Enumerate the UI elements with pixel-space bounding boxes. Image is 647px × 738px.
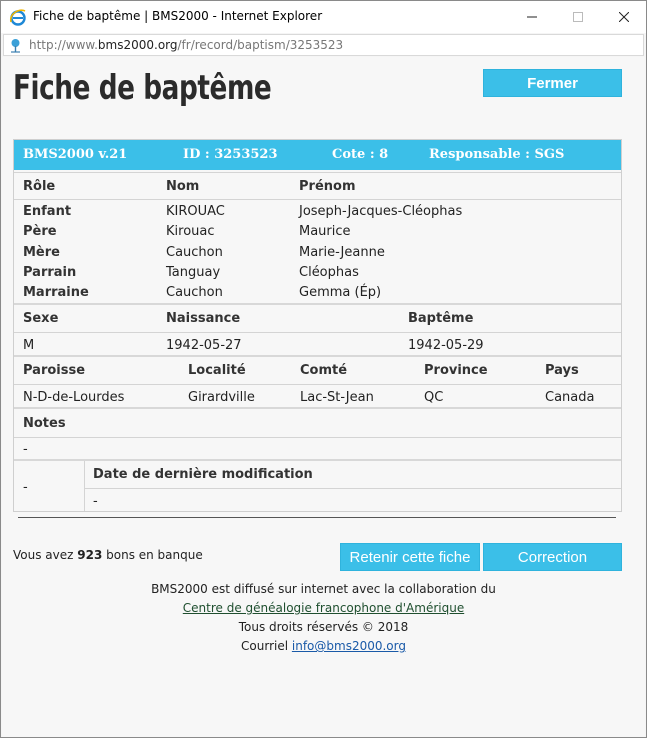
url-prefix: http://www. <box>29 38 98 52</box>
person-role: Parrain <box>23 265 77 280</box>
record-id: ID : 3253523 <box>183 147 278 162</box>
url-text <box>29 38 343 52</box>
record-cote: Cote : 8 <box>332 147 389 162</box>
record-version: BMS2000 v.21 <box>23 147 128 162</box>
person-nom: Kirouac <box>166 224 215 239</box>
retenir-button[interactable]: Retenir cette fiche <box>340 543 480 571</box>
minimize-icon <box>527 12 537 22</box>
correction-button[interactable]: Correction <box>483 543 622 571</box>
dates-header-row <box>14 305 621 333</box>
col-localite: Localité <box>188 363 246 378</box>
window-title: Fiche de baptême | BMS2000 - Internet Explorer <box>33 9 323 23</box>
paroisse-value: N-D-de-Lourdes <box>23 390 125 405</box>
url-domain: bms2000.org <box>97 38 178 52</box>
col-sexe: Sexe <box>23 311 59 326</box>
email-link[interactable]: info@bms2000.org <box>291 639 406 653</box>
col-role: Rôle <box>23 179 56 194</box>
bank-suffix: bons en banque <box>102 548 203 562</box>
ie-icon <box>9 8 27 26</box>
page-title: Fiche de baptême <box>13 68 272 108</box>
bank-text <box>13 548 203 562</box>
footer-line-2 <box>2 601 645 615</box>
col-prenom: Prénom <box>299 179 356 194</box>
col-province: Province <box>424 363 488 378</box>
modif-label: Date de dernière modification <box>93 467 313 482</box>
minimize-button[interactable] <box>509 1 555 33</box>
people-header-row <box>14 172 621 200</box>
person-nom: Cauchon <box>166 285 223 300</box>
person-prenom: Marie-Jeanne <box>299 245 385 260</box>
modif-left-value: - <box>23 480 28 495</box>
bank-count: 923 <box>77 548 103 562</box>
localite-value: Girardville <box>188 390 255 405</box>
bank-prefix: Vous avez <box>13 548 78 562</box>
person-nom: Cauchon <box>166 245 223 260</box>
person-role: Mère <box>23 245 60 260</box>
close-icon <box>619 12 629 22</box>
record-responsable: Responsable : SGS <box>429 147 565 162</box>
cgfa-link[interactable]: Centre de généalogie francophone d'Amérique <box>182 601 465 615</box>
comte-value: Lac-St-Jean <box>300 390 374 405</box>
col-paroisse: Paroisse <box>23 363 86 378</box>
person-nom: KIROUAC <box>166 204 225 219</box>
notes-value: - <box>23 442 28 457</box>
record-card <box>13 139 622 512</box>
person-prenom: Cléophas <box>299 265 359 280</box>
fermer-button[interactable]: Fermer <box>483 69 622 97</box>
province-value: QC <box>424 390 444 405</box>
person-nom: Tanguay <box>166 265 221 280</box>
col-naissance: Naissance <box>166 311 241 326</box>
maximize-button[interactable] <box>555 1 601 33</box>
footer-line-1: BMS2000 est diffusé sur internet avec la collaboration du <box>151 582 496 596</box>
col-pays: Pays <box>545 363 579 378</box>
horizontal-rule <box>18 517 616 518</box>
modif-value: - <box>93 494 98 509</box>
col-nom: Nom <box>166 179 200 194</box>
person-prenom: Maurice <box>299 224 351 239</box>
record-header <box>14 140 621 170</box>
maximize-icon <box>573 12 583 22</box>
col-comte: Comté <box>300 363 348 378</box>
notes-label: Notes <box>23 416 66 431</box>
address-bar[interactable] <box>3 34 644 56</box>
col-bapteme: Baptême <box>408 311 474 326</box>
close-window-button[interactable] <box>601 1 647 33</box>
person-prenom: Joseph-Jacques-Cléophas <box>299 204 463 219</box>
modif-header-row <box>85 461 621 489</box>
url-path: /fr/record/baptism/3253523 <box>177 38 344 52</box>
pays-value: Canada <box>545 390 595 405</box>
bapteme-value: 1942-05-29 <box>408 338 484 353</box>
page-content <box>2 57 645 737</box>
site-tree-icon <box>8 38 23 53</box>
title-bar <box>1 1 646 33</box>
footer-line-4 <box>2 639 645 653</box>
place-header-row <box>14 357 621 385</box>
notes-header-row <box>14 409 621 438</box>
person-prenom: Gemma (Ép) <box>299 285 382 300</box>
courriel-label: Courriel <box>241 639 292 653</box>
person-role: Enfant <box>23 204 72 219</box>
person-role: Marraine <box>23 285 89 300</box>
person-role: Père <box>23 224 57 239</box>
naissance-value: 1942-05-27 <box>166 338 242 353</box>
footer-line-3: Tous droits réservés © 2018 <box>238 620 409 634</box>
sexe-value: M <box>23 338 35 353</box>
